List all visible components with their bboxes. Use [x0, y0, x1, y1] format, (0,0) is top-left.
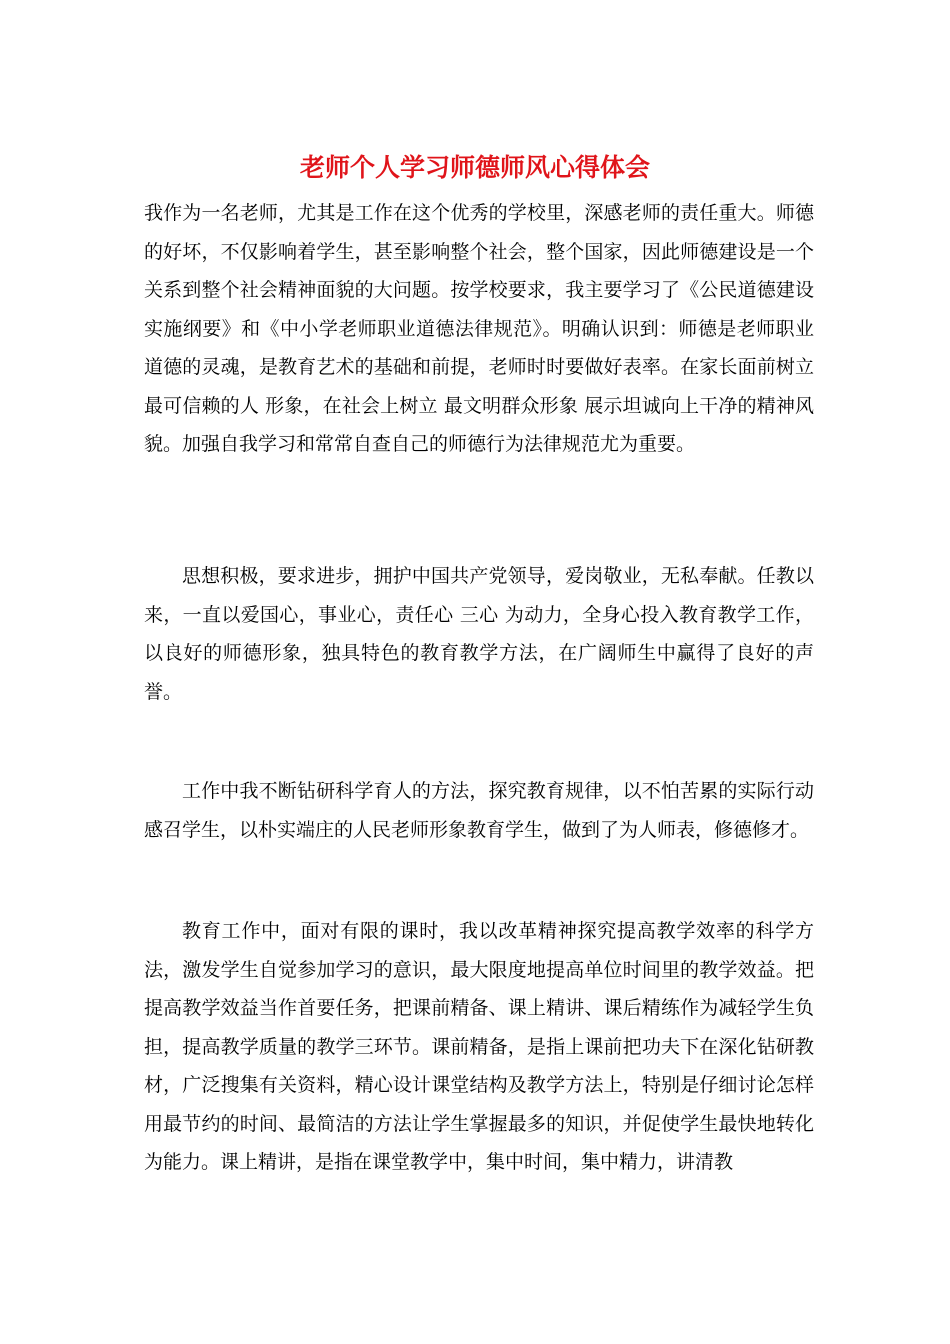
document-title: 老师个人学习师德师风心得体会 — [299, 153, 650, 182]
paragraph-4: 教育工作中，面对有限的课时，我以改革精神探究提高教学效率的科学方法，激发学生自觉参加学习的意识，最大限度地提高单位时间里的教学效益。把提高教学效益当作首要任务，把课前精备、课上精讲、课后精练作为减轻学生负担，提高教学质量的教学三环节。课前精备，是指上课前把功夫下在深化钻研教材，广泛搜集有关资料，精心设计课堂结构及教学方法上，特别是仔细讨论怎样用最节约的时间、最简洁的方法让学生掌握最多的知识，并促使学生最快地转化为能力。课上精讲，是指在课堂教学中，集中时间，集中精力，讲清教 — [144, 920, 814, 1173]
paragraph-2: 思想积极，要求进步，拥护中国共产党领导，爱岗敬业，无私奉献。任教以来，一直以爱国心，事业心，责任心 三心 为动力，全身心投入教育教学工作，以良好的师德形象，独具特色的教育教学方法，在广阔师生中赢得了良好的声誉。 — [144, 565, 814, 703]
paragraph-1: 我作为一名老师，尤其是工作在这个优秀的学校里，深感老师的责任重大。师德的好坏，不仅影响着学生，甚至影响整个社会，整个国家，因此师德建设是一个关系到整个社会精神面貌的大问题。按学校要求，我主要学习了《公民道德建设实施纲要》和《中小学老师职业道德法律规范》。明确认识到：师德是老师职业道德的灵魂，是教育艺术的基础和前提，老师时时要做好表率。在家长面前树立 最可信赖的人 形象，在社会上树立 最文明群众形象 展示坦诚向上干净的精神风貌。加强自我学习和常常自查自己的师德行为法律规范尤为重要。 — [144, 202, 814, 455]
paragraph-3: 工作中我不断钻研科学育人的方法，探究教育规律，以不怕苦累的实际行动感召学生，以朴实端庄的人民老师形象教育学生，做到了为人师表，修德修才。 — [144, 780, 814, 841]
